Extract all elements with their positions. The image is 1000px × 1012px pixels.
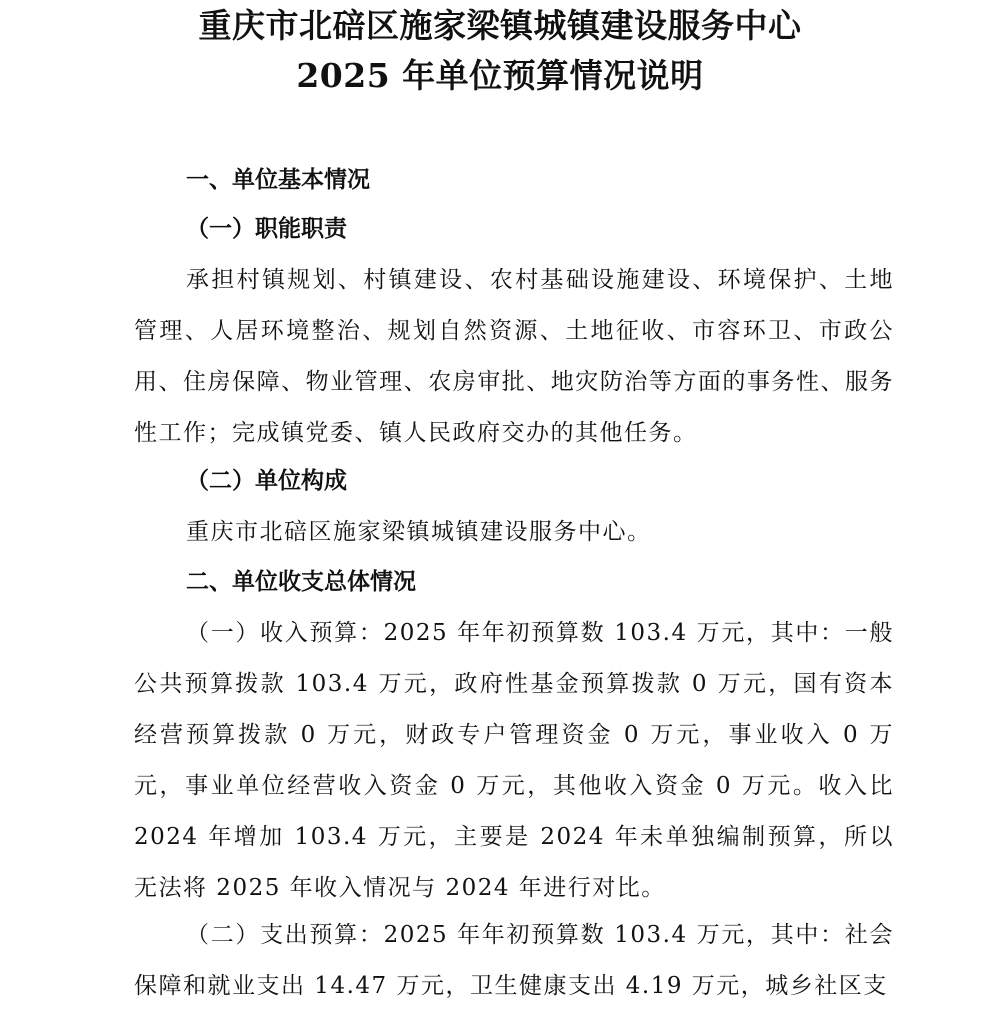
- section2-sub2-lead: （二）支出预算：: [186, 922, 384, 948]
- section2-sub1-paragraph: [134, 608, 894, 914]
- section2-sub2-text: 2025 年年初预算数 103.4 万元，其中：社会保障和就业支出 14.47 万元，卫生健康支出 4.19 万元，城乡社区支: [134, 922, 894, 999]
- section1-sub1-text: 承担村镇规划、村镇建设、农村基础设施建设、环境保护、土地管理、人居环境整治、规划自然资源、土地征收、市容环卫、市政公用、住房保障、物业管理、农房审批、地灾防治等方面的事务性、服务性工作；完成镇党委、镇人民政府交办的其他任务。: [134, 267, 894, 446]
- section1-sub2-heading: （二）单位构成: [186, 467, 347, 494]
- document-title-line2: 2025 年单位预算情况说明: [296, 56, 704, 95]
- section2-sub1-text: 2025 年年初预算数 103.4 万元，其中：一般公共预算拨款 103.4 万元，政府性基金预算拨款 0 万元，国有资本经营预算拨款 0 万元，财政专户管理资金 0 万元，事业收入 0 万元，事业单位经营收入资金 0 万元，其他收入资金 0 万元。收入比 2024 年增加 103.4 万元，主要是 2024 年未单独编制预算，所以无法将 2025 年收入情况与 2024 年进行对比。: [134, 620, 894, 901]
- section2-sub2-paragraph: [134, 910, 894, 1012]
- section1-sub2-text: 重庆市北碚区施家梁镇城镇建设服务中心。: [186, 519, 652, 545]
- section2-sub1-lead: （一）收入预算：: [186, 620, 384, 646]
- document-title-line1: 重庆市北碚区施家梁镇城镇建设服务中心: [198, 6, 802, 45]
- section1-heading: 一、单位基本情况: [186, 166, 370, 193]
- section2-heading: 二、单位收支总体情况: [186, 568, 416, 595]
- section1-sub1-heading: （一）职能职责: [186, 215, 347, 242]
